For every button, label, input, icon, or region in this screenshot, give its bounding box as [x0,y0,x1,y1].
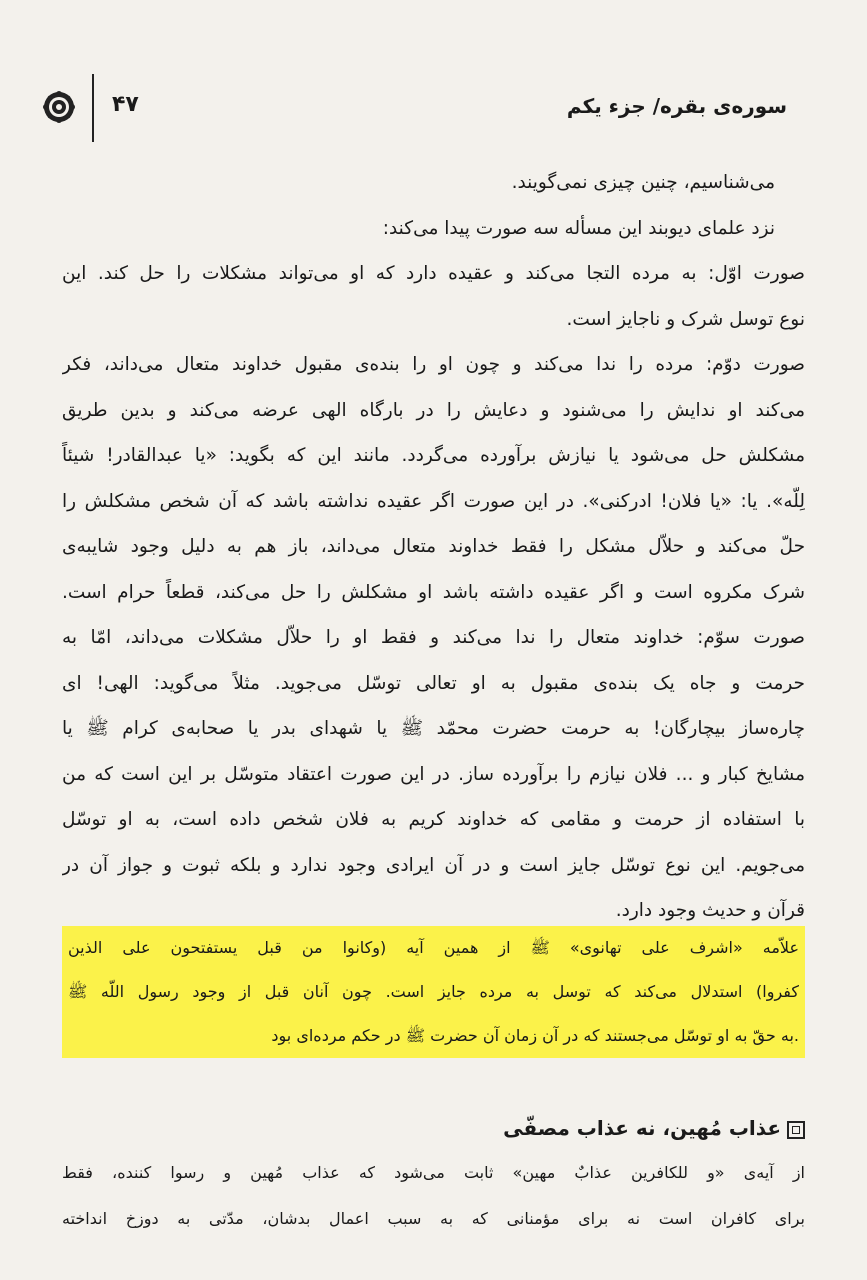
main-text [62,160,805,934]
text-line: علاّمه «اشرف علی تهانوی» ﷺ از همین آیه (وکانوا من قبل یستفتحون علی الذین [68,938,799,957]
text-line: برای کافران است نه برای مؤمنانی که به سبب اعمال بدشان، مدّتی به دوزخ انداخته [62,1208,805,1228]
text-line: مشکلش حل می‌شود یا نیازش برآورده می‌گردد. مانند این که بگوید: «یا عبدالقادر! شیئاً [62,445,805,466]
text-line: لِلّه». یا: «یا فلان! ادرکنی». در این صورت اگر عقیده نداشته باشد که آن شخص مشکلش را [62,490,805,512]
section [62,1106,805,1241]
text-line: کفروا) استدلال می‌کند که توسل به مرده جایز است. چون آنان قبل از وجود رسول اللّه ﷺ [68,982,799,1001]
text-line: نوع توسل شرک و ناجایز است. [566,308,805,330]
header-divider [92,74,94,142]
text-line: صورت سوّم: خداوند متعال را ندا می‌کند و فقط او را حلاّل مشکلات می‌داند، امّا به [62,627,805,648]
section-heading-text: عذاب مُهین، نه عذاب مصفّی [503,1116,781,1140]
text-line: نزد علمای دیوبند این مسأله سه صورت پیدا می‌کند: [382,217,775,239]
text-line: به حقّ به او توسّل می‌جستند که در آن زمان آن حضرت ﷺ در حکم مرده‌ای بود. [271,1026,799,1045]
text-line: شرک مکروه است و اگر عقیده داشته باشد او مشکلش را حل می‌کند، قطعاً حرام است. [62,581,805,603]
section-heading [62,1106,805,1150]
section-text [62,1150,805,1241]
text-line: صورت اوّل: به مرده التجا می‌کند و عقیده دارد که او می‌تواند مشکلات را حل کند. این [62,263,805,284]
highlighted-passage [62,926,805,1058]
text-line: با استفاده از حرمت و مقامی که خداوند کریم به فلان شخص داده است، به او توسّل [62,809,805,830]
text-line: می‌جویم. این نوع توسّل جایز است و در آن ایرادی وجود ندارد و بلکه ثبوت و جواز آن در [62,854,805,876]
text-line: حلّ می‌کند و حلاّل مشکل را فقط خداوند متعال می‌داند، باز هم به دلیل وجود شایبه‌ی [62,536,805,557]
page-number: ۴۷ [112,92,139,117]
text-line: حرمت و جاه یک بنده‌ی مقبول به او تعالی توسّل می‌جوید. مثلاً می‌گوید: الهی! ای [62,672,805,694]
text-line: چاره‌ساز بیچارگان! به حرمت حضرت محمّد ﷺ یا شهدای بدر یا صحابه‌ی کرام ﷺ یا [62,718,805,739]
text-line: مشایخ کبار و ... فلان نیازم را برآورده ساز. در این صورت اعتقاد متوسّل بر این است که من [62,763,805,785]
page-header [40,74,827,144]
text-line: می‌شناسیم، چنین چیزی نمی‌گویند. [511,172,775,193]
square-bullet-icon [787,1121,805,1139]
text-line: می‌کند او ندایش را می‌شنود و دعایش را در بارگاه الهی عرضه می‌کند و بدین طریق [62,399,805,421]
flower-ornament-icon [42,90,76,124]
text-line: قرآن و حدیث وجود دارد. [615,900,805,921]
running-title: سوره‌ی بقره/ جزء یکم [566,94,787,118]
text-line: از آیه‌ی «و للکافرین عذابٌ مهین» ثابت می‌شود که عذاب مُهین و رسوا کننده، فقط [62,1163,805,1182]
text-line: صورت دوّم: مرده را ندا می‌کند و چون او را بنده‌ی مقبول خداوند متعال می‌داند، فکر [62,354,805,375]
